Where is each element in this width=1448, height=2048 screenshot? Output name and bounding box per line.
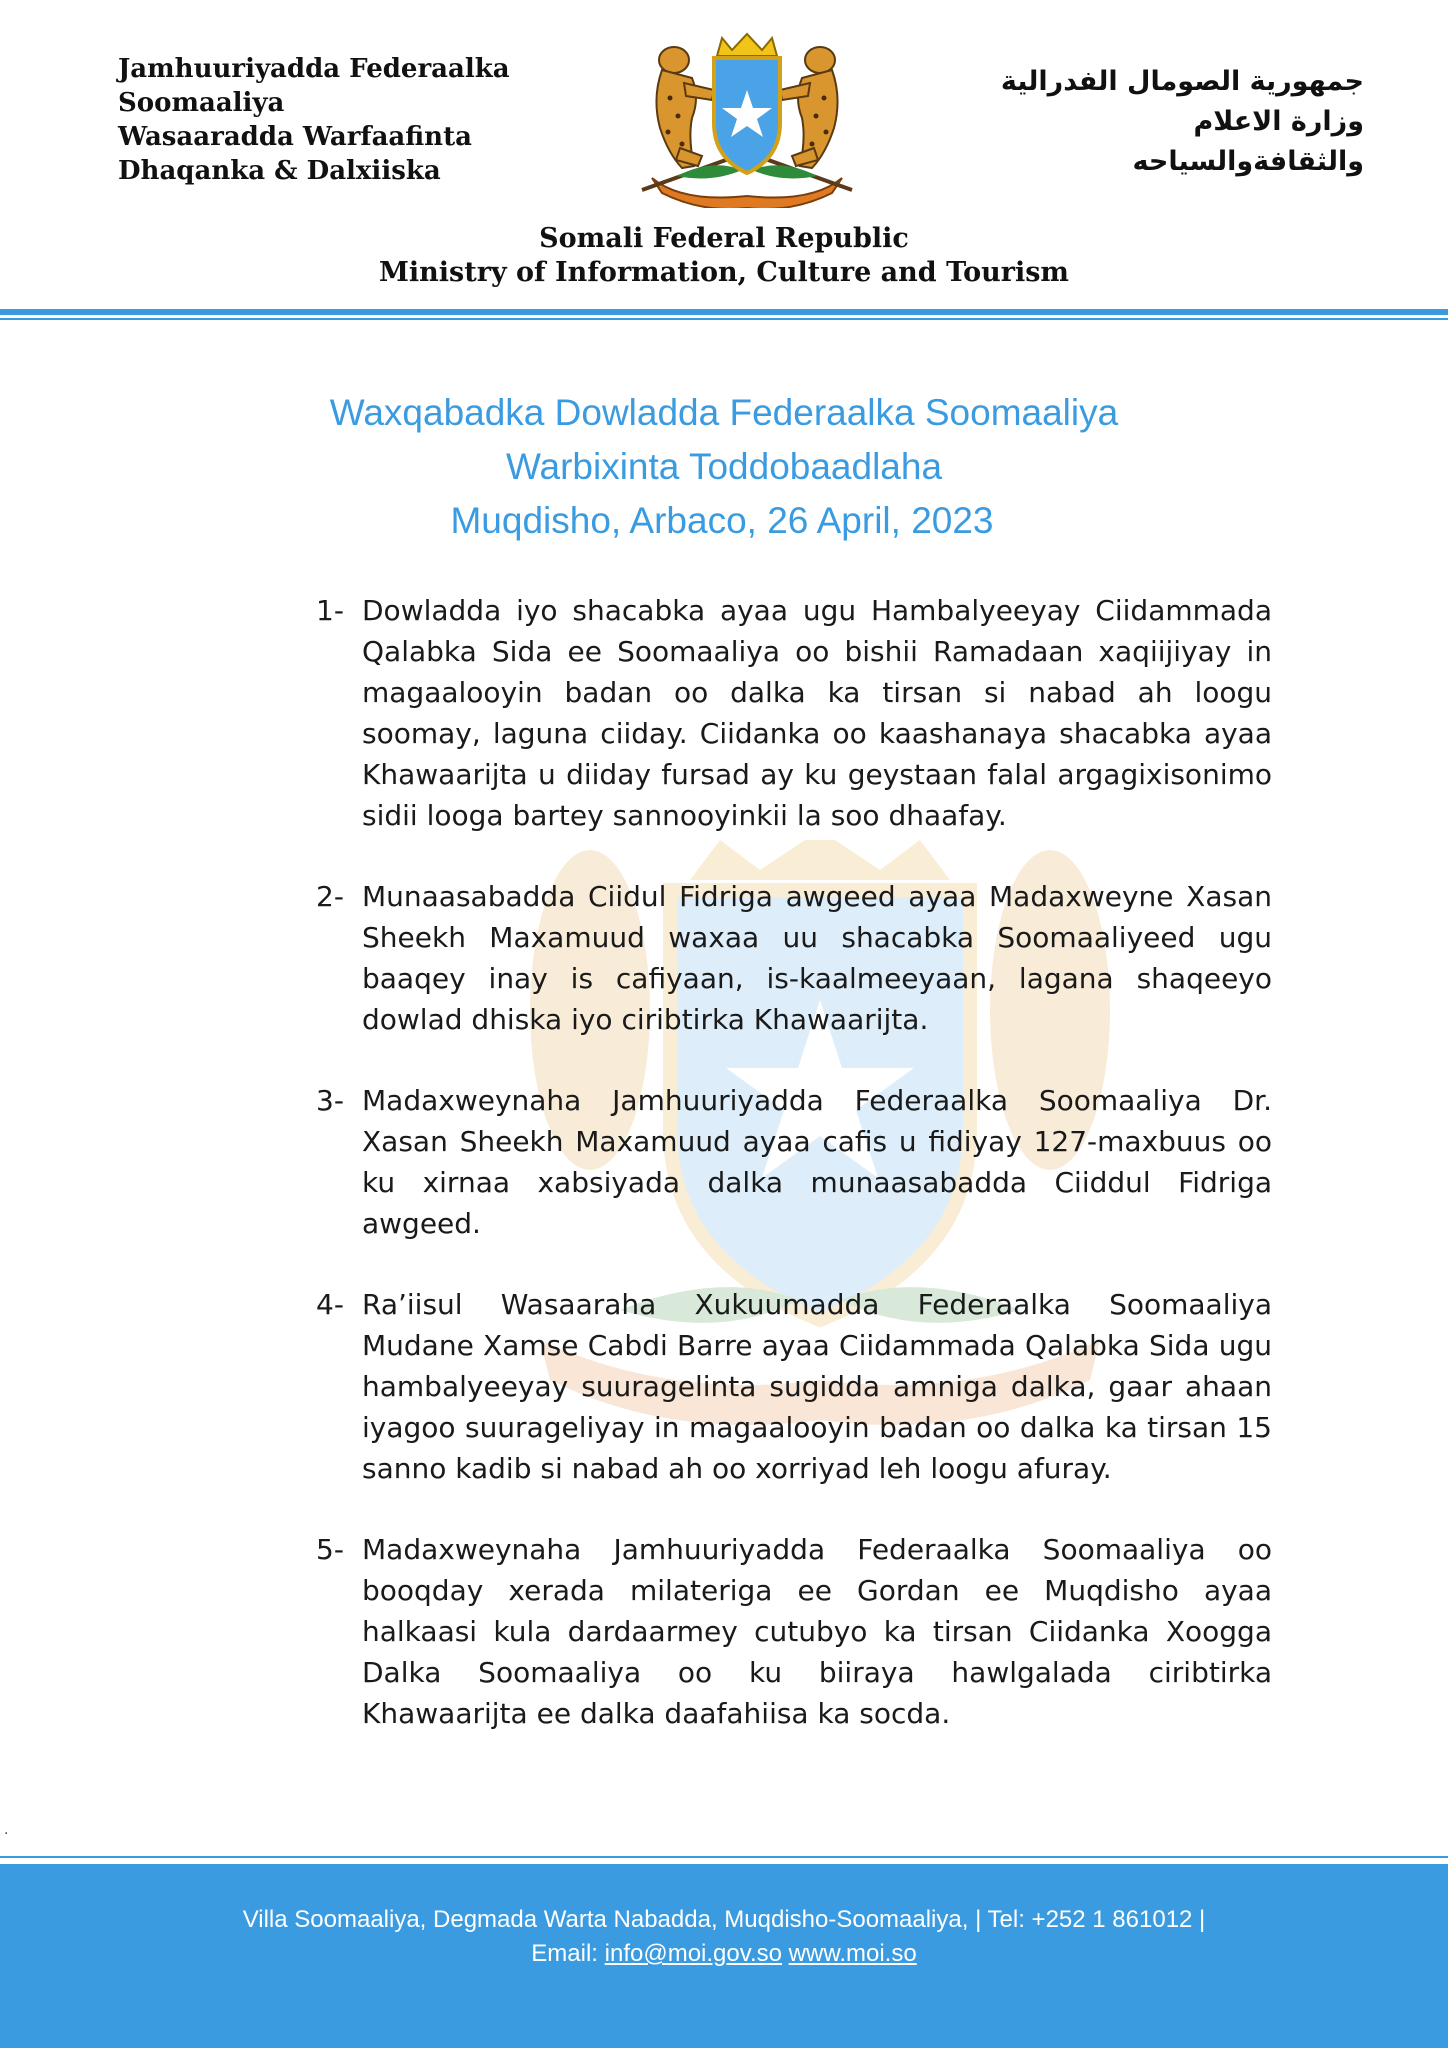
letterhead [0,0,1448,330]
letterhead-somali-line: Dhaqanka & Dalxiiska [118,156,441,186]
header-divider-thin [0,318,1448,320]
item-number: 2- [316,880,344,913]
list-item [316,1529,1272,1734]
letterhead-arabic [904,62,1364,182]
list-item [316,1284,1272,1489]
item-text: Ra’iisul Wasaaraha Xukuumadda Federaalka Soomaaliya Mudane Xamse Cabdi Barre ayaa Ciidammada Qalabka Sida ugu hambalyeeyay suuragelinta sugidda amniga dalka, gaar ahaan iyagoo suurageliyay in magaalooyin badan oo dalka ka tirsan 15 sanno kadib si nabad ah oo xorriyad leh loogu afuray. [362,1288,1272,1485]
republic-name: Somali Federal Republic [539,223,909,254]
item-text: Dowladda iyo shacabka ayaa ugu Hambalyeeyay Ciidammada Qalabka Sida ee Soomaaliya oo bishii Ramadaan xaqiijiyay in magaalooyin badan oo dalka ka tirsan si nabad ah loogu soomay, laguna ciiday. Ciidanka oo kaashanaya shacabka ayaa Khawaarijta u diiday fursad ay ku geystaan falal argagixisonimo sidii looga bartey sannooyinkii la soo dhaafay. [362,594,1272,832]
letterhead-somali-line: Wasaaradda Warfaafinta [118,122,472,152]
letterhead-arabic-line: جمهورية الصومال الفدرالية [1000,66,1364,97]
report-subtitle: Warbixinta Toddobaadlaha [505,446,943,487]
letterhead-arabic-line: وزارة الاعلام [1193,106,1364,137]
header-divider [0,309,1448,315]
report-title-line: Waxqabadka Dowladda Federaalka Soomaaliya [329,392,1119,433]
report-title [0,386,1448,548]
item-text: Madaxweynaha Jamhuuriyadda Federaalka Soomaaliya Dr. Xasan Sheekh Maxamuud ayaa cafis u fidiyay 127-maxbuus oo ku xirnaa xabsiyada dalka munaasabadda Ciiddul Fidriga awgeed. [362,1084,1272,1240]
footer-contact [0,1903,1448,1971]
ministry-name: Ministry of Information, Culture and Tourism [379,257,1069,288]
list-item [316,590,1272,836]
website-link[interactable]: www.moi.so [788,1940,917,1967]
email-link[interactable]: info@moi.gov.so [604,1940,782,1967]
news-list [316,590,1272,1774]
footer-address: Villa Soomaaliya, Degmada Warta Nabadda, Muqdisho-Soomaaliya, | Tel: +252 1 861012 | [242,1906,1206,1933]
letterhead-somali-line: Soomaaliya [118,88,285,118]
item-text: Madaxweynaha Jamhuuriyadda Federaalka Soomaaliya oo booqday xerada milateriga ee Gordan ee Muqdisho ayaa halkaasi kula dardaarmey cutubyo ka tirsan Ciidanka Xoogga Dalka Soomaaliya oo ku biiraya hawlgalada ciribtirka Khawaarijta ee dalka daafahiisa ka socda. [362,1533,1272,1730]
list-item [316,876,1272,1040]
item-text: Munaasabadda Ciidul Fidriga awgeed ayaa Madaxweyne Xasan Sheekh Maxamuud waxaa uu shacabka Soomaaliyeed ugu baaqey inay is cafiyaan, is-kaalmeeyaan, lagana shaqeeyo dowlad dhiska iyo ciribtirka Khawaarijta. [362,880,1272,1036]
letterhead-somali-line: Jamhuuriyadda Federaalka [118,54,510,84]
item-number: 5- [316,1533,344,1566]
letterhead-english [0,222,1448,290]
item-number: 3- [316,1084,344,1117]
list-item [316,1080,1272,1244]
item-number: 4- [316,1288,344,1321]
footer-links [0,1937,1448,1971]
letterhead-arabic-line: والثقافةوالسياحه [1132,146,1364,177]
stray-mark: . [4,1822,9,1838]
report-date: Muqdisho, Arbaco, 26 April, 2023 [450,500,994,541]
letterhead-somali [118,52,510,188]
footer [0,1864,1448,2048]
footer-divider [0,1856,1448,1858]
email-label: Email: [531,1940,598,1967]
item-number: 1- [316,594,344,627]
somali-coat-of-arms-icon [622,28,872,208]
